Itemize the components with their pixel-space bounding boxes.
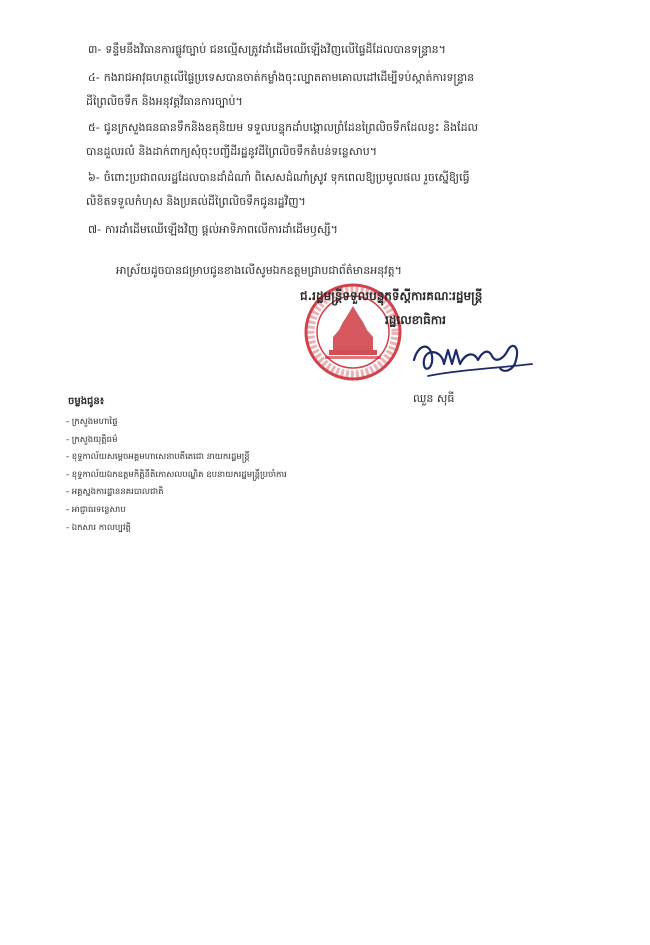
- cc-item: - ខុទ្ទកាល័យសម្តេចអគ្គមហាសេនាបតីតេជោ នាយករដ្ឋមន្ត្រី: [66, 452, 250, 463]
- cc-item: - ឯកសារ កាលប្បវត្តិ: [66, 522, 131, 533]
- paragraph-6-line-2: លិខិតទទួលកំហុស និងប្រគល់ដីព្រៃលិចទឹកជូនរដ្ឋវិញ។: [86, 195, 306, 208]
- cc-title: ចម្លងជូន៖: [68, 396, 105, 407]
- closing-line: អាស្រ័យដូចបានជម្រាបជូនខាងលើសូមឯកឧត្តមជ្រាបជាព័ត៌មានអនុវត្ត។: [116, 264, 402, 277]
- cc-item: - អាជ្ញាធរទន្លេសាប: [66, 504, 126, 515]
- paragraph-4-line-2: ដីព្រៃលិចទឹក និងអនុវត្តវិធានការច្បាប់។: [86, 95, 243, 108]
- signatory-title: ជ.រដ្ឋមន្ត្រីទទួលបន្ទុកទីស្តីការគណៈរដ្ឋមន្ត្រី: [300, 289, 483, 303]
- cc-item: - ក្រសួងមហាផ្ទៃ: [66, 417, 118, 427]
- signatory-subtitle: រដ្ឋលេខាធិការ: [385, 313, 446, 327]
- cc-item: - ក្រសួងយុត្តិធម៌: [66, 434, 118, 445]
- cc-list: [66, 414, 287, 537]
- paragraph-7: ៧- ការដាំដើមឈើឡើងវិញ ផ្តល់អាទិភាពលើការដាំដើមឫស្សី។: [88, 223, 338, 236]
- paragraph-3: ៣- ទន្ទឹមនឹងវិធានការផ្លូវច្បាប់ ជនល្មើសត្រូវដាំដើមឈើឡើងវិញលើផ្ទៃដីដែលបានទន្ទ្រាន។: [88, 43, 446, 56]
- handwritten-signature-icon: [408, 330, 538, 390]
- paragraph-5-line-2: បានដួលរលំ និងដាក់ពាក្យសុំចុះបញ្ជីដីរដ្ឋនូវដីព្រៃលិចទឹកតំបន់ទន្លេសាប។: [86, 145, 377, 158]
- paragraph-4: ៤- កងរាជអាវុធហត្ថលើផ្ទៃប្រទេសបានចាត់កម្លាំងចុះល្បាតតាមគោលដៅដើម្បីទប់ស្កាត់ការទន្ទ្រាន: [88, 71, 475, 84]
- paragraph-6: ៦- ចំពោះប្រជាពលរដ្ឋដែលបានដាំដំណាំ ពិសេសដំណាំស្រូវ ទុកពេលឱ្យប្រមូលផល រួចស្នើឱ្យធ្វើ: [88, 171, 470, 184]
- signatory-name: ឈួន សុធី: [413, 392, 455, 405]
- cc-item: - ខុទ្ទកាល័យឯកឧត្តមកិត្តិនីតិកោសលបណ្ឌិត ឧបនាយករដ្ឋមន្ត្រីប្រចាំការ: [66, 469, 287, 480]
- cc-item: - អគ្គស្នងការដ្ឋាននគរបាលជាតិ: [66, 487, 164, 498]
- paragraph-5: ៥- ជូនក្រសួងធនធានទឹកនិងឧតុនិយម ទទួលបន្ទុកដាំបង្គោលព្រំដែនព្រៃលិចទឹកដែលខ្វះ និងដែល: [88, 121, 479, 134]
